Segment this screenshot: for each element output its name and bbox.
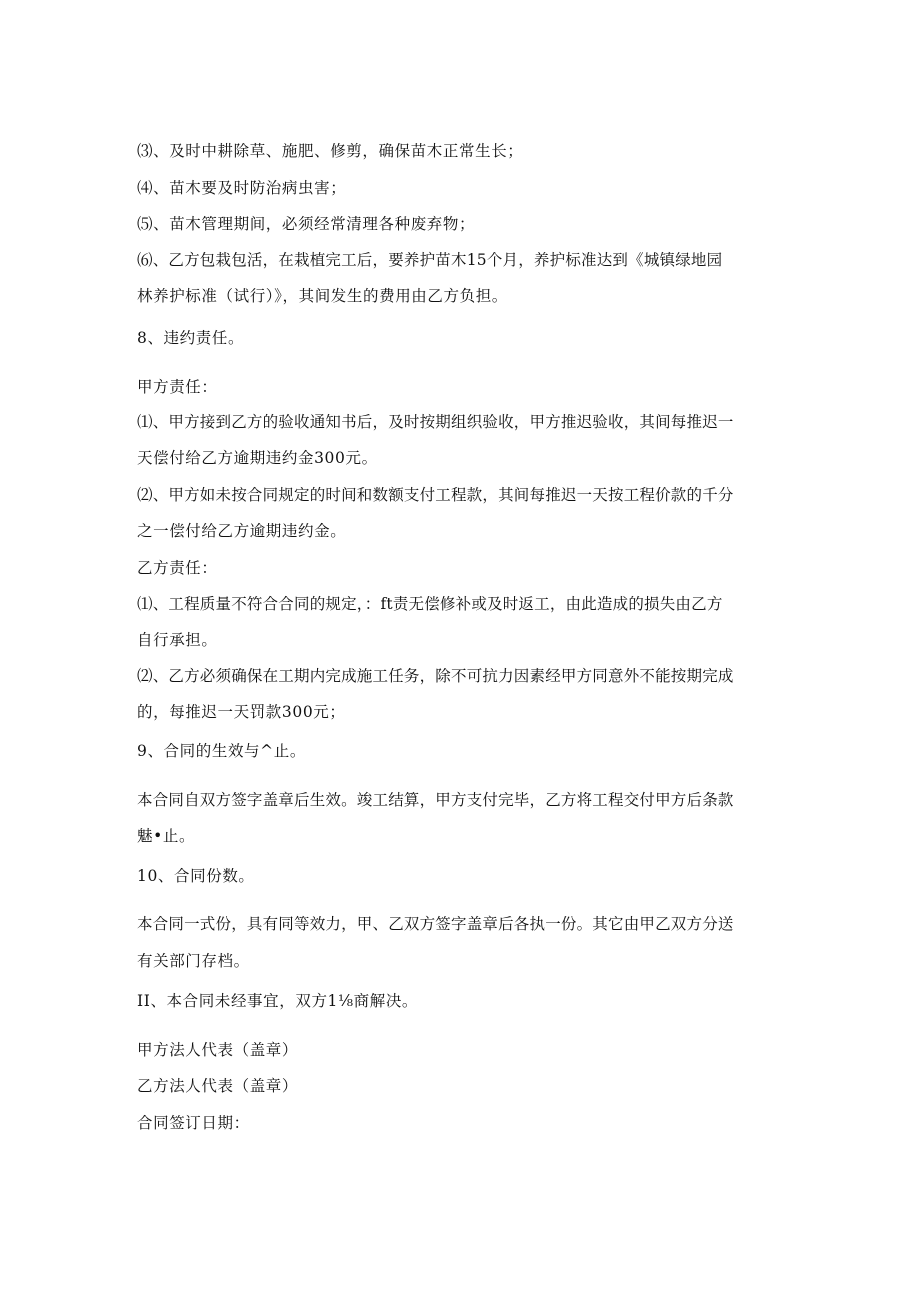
party-b-responsibility-heading: 乙方责任： [137,559,218,577]
party-b-clause-2-line-2: 的，每推迟一天罚款300元； [137,703,346,721]
section-9-heading: 9、合同的生效与^止。 [137,742,306,760]
clause-7-3: ⑶、及时中耕除草、施肥、修剪，确保苗木正常生长； [137,142,524,160]
party-a-clause-1-line-1: ⑴、甲方接到乙方的验收通知书后，及时按期组织验收，甲方推迟验收，其间每推迟一 [137,413,734,431]
contract-signing-date: 合同签订日期： [137,1114,250,1132]
clause-7-6-line-1: ⑹、乙方包栽包活，在栽植完工后，要养护苗木15个月，养护标准达到《城镇绿地园 [137,251,723,269]
clause-7-6-line-2: 林养护标准（试行）》，其间发生的费用由乙方负担。 [137,287,508,305]
party-b-representative-signature: 乙方法人代表（盖章） [137,1077,299,1095]
clause-7-4: ⑷、苗木要及时防治病虫害； [137,179,347,197]
section-9-body-line-1: 本合同自双方签字盖章后生效。竣工结算，甲方支付完毕，乙方将工程交付甲方后条款 [137,791,734,809]
party-b-clause-1-line-2: 自行承担。 [137,631,218,649]
party-a-representative-signature: 甲方法人代表（盖章） [137,1041,299,1059]
section-10-body-line-1: 本合同一式份，具有同等效力，甲、乙双方签字盖章后各执一份。其它由甲乙双方分送 [137,915,734,933]
section-8-heading: 8、违约责任。 [137,329,245,347]
party-b-clause-2-line-1: ⑵、乙方必须确保在工期内完成施工任务，除不可抗力因素经甲方同意外不能按期完成 [137,667,734,685]
party-a-clause-2-line-2: 之一偿付给乙方逾期违约金。 [137,522,347,540]
section-11-clause: II、本合同未经事宜，双方1⅛商解决。 [137,992,419,1010]
party-a-clause-2-line-1: ⑵、甲方如未按合同规定的时间和数额支付工程款，其间每推迟一天按工程价款的千分 [137,486,734,504]
section-10-heading: 10、合同份数。 [137,867,255,885]
section-10-body-line-2: 有关部门存档。 [137,952,250,970]
clause-7-5: ⑸、苗木管理期间，必须经常清理各种废弃物； [137,215,476,233]
section-9-body-line-2: 魅•止。 [137,827,196,845]
party-b-clause-1-line-1: ⑴、工程质量不符合合同的规定，：ft责无偿修补或及时返工，由此造成的损失由乙方 [137,595,723,613]
party-a-responsibility-heading: 甲方责任： [137,378,218,396]
party-a-clause-1-line-2: 天偿付给乙方逾期违约金300元。 [137,449,378,467]
